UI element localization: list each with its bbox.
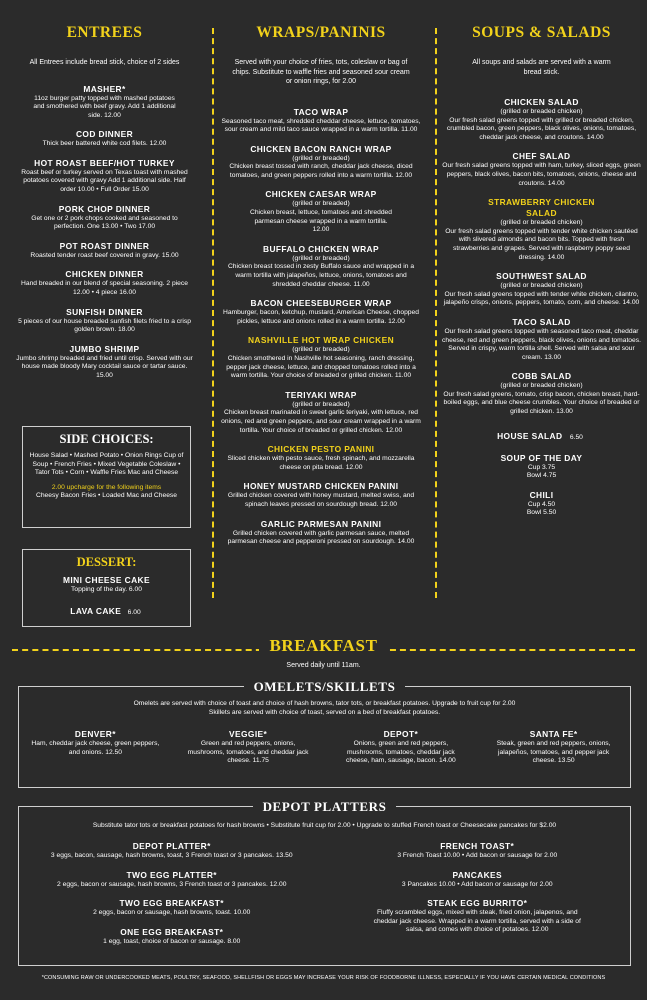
side-choices-title: SIDE CHOICES: — [59, 432, 154, 446]
salad-sub: (grilled or breaded chicken) — [500, 282, 583, 290]
platter-desc: 3 Pancakes 10.00 • Add bacon or sausage for 2.00 — [401, 880, 553, 888]
platter-item — [325, 898, 631, 935]
wrap-name: TACO WRAP — [293, 106, 349, 117]
salad-name: CHICKEN SALAD — [504, 97, 579, 107]
omelets-intro-1: Omelets are served with choice of toast and choice of hash browns, tator tots, or breakfast potatoes. Upgrade to fruit cup for 2.00 — [133, 700, 516, 707]
house-salad-price: 6.50 — [569, 433, 583, 441]
entree-name: COD DINNER — [75, 129, 134, 140]
wrap-desc: Grilled chicken covered with honey mustard, melted swiss, and spinach leaves pressed on sourdough bread. 12.00 — [227, 492, 415, 508]
dessert-item — [23, 601, 190, 619]
entree-item — [0, 269, 209, 297]
platter-desc: 1 egg, toast, choice of bacon or sausage. 8.00 — [103, 937, 241, 945]
salad-sub: (grilled or breaded chicken) — [500, 219, 583, 227]
omelets-intro — [19, 700, 630, 717]
omelet-item — [477, 729, 630, 766]
entree-name: JUMBO SHRIMP — [69, 343, 140, 354]
platters-left-column — [19, 841, 325, 955]
entree-item — [0, 344, 209, 381]
omelet-name: DENVER* — [74, 729, 116, 739]
entrees-title: ENTREES — [66, 24, 143, 41]
soup-bowl-price: Bowl 4.75 — [526, 472, 557, 480]
dessert-item-desc: Topping of the day. 6.00 — [71, 586, 142, 593]
soups-title: SOUPS & SALADS — [472, 24, 611, 41]
wrap-name: GARLIC PARMESAN PANINI — [260, 518, 382, 529]
entree-name: CHICKEN DINNER — [65, 269, 144, 280]
side-choices-box — [22, 426, 191, 528]
entree-item — [0, 204, 209, 232]
wrap-desc: Sliced chicken with pesto sauce, fresh spinach, and mozzarella cheese on pita bread. 12.00 — [227, 455, 415, 471]
side-choices-list: House Salad • Mashed Potato • Onion Rings Cup of Soup • French Fries • Mixed Vegetable Coleslaw • Tator Tots • Corn • Waffle Fries Mac and Cheese — [29, 452, 184, 477]
entree-desc: Roasted tender roast beef covered in gravy. 15.00 — [30, 251, 179, 259]
chili-name: CHILI — [529, 489, 554, 500]
wrap-item — [216, 244, 426, 289]
foodborne-illness-footnote: *CONSUMING RAW OR UNDERCOOKED MEATS, POULTRY, SEAFOOD, SHELLFISH OR EGGS MAY INCREASE YOUR RISK OF FOODBORNE ILLNESS, ESPECIALLY IF YOU HAVE CERTAIN MEDICAL CONDITIONS — [41, 975, 606, 981]
side-choices-upcharge: 2.00 upcharge for the following items — [51, 483, 162, 491]
soups-salads-column — [436, 14, 647, 527]
entree-desc: Thick beer battered white cod filets. 12.00 — [42, 140, 167, 148]
salad-desc: Our fresh salad greens, tomato, crisp bacon, chicken breast, hard-boiled eggs, and blue cheese crumbles. Your choice of breaded or grilled chicken. 13.00 — [443, 390, 640, 416]
wrap-desc: Chicken smothered in Nashville hot seasoning, ranch dressing, pepper jack cheese, lettuce, and chopped tomatoes rolled into a warm tortilla. Your choice of breaded or grilled chicken. 11.00 — [226, 355, 416, 380]
soup-of-day-item — [436, 453, 647, 481]
platter-name: PANCAKES — [452, 869, 503, 880]
omelet-item — [19, 729, 172, 766]
omelet-desc: Onions, green and red peppers, mushrooms, tomatoes, cheddar jack cheese, ham, sausage, bacon. 14.00 — [346, 740, 456, 765]
chili-bowl-price: Bowl 5.50 — [526, 509, 557, 517]
wrap-item — [216, 189, 426, 234]
wrap-item — [216, 519, 426, 547]
entree-name: POT ROAST DINNER — [59, 240, 150, 251]
wrap-desc: Chicken breast, lettuce, tomatoes and shredded parmesan cheese wrapped in a warm tortilla. 12.00 — [249, 209, 392, 234]
entree-item — [0, 241, 209, 261]
house-salad-item — [436, 426, 647, 444]
platter-desc: 3 eggs, bacon, sausage, hash browns, toast, 3 French toast or 3 pancakes. 13.50 — [50, 852, 293, 859]
salad-item — [436, 151, 647, 188]
platter-name: TWO EGG BREAKFAST* — [119, 898, 224, 909]
breakfast-served: Served daily until 11am. — [286, 662, 361, 669]
wrap-item — [216, 298, 426, 326]
breakfast-line-right — [380, 649, 635, 651]
omelet-item — [172, 729, 325, 766]
soups-intro: All soups and salads are served with a warm bread stick. — [472, 59, 611, 76]
omelet-item — [325, 729, 478, 766]
breakfast-line-left — [12, 649, 272, 651]
entree-desc: Hand breaded in our blend of special seasoning. 2 piece 12.00 • 4 piece 16.00 — [21, 280, 188, 297]
omelets-intro-2: Skillets are served with choice of toast, served on a bed of breakfast potatoes. — [208, 708, 441, 716]
wrap-name: TERIYAKI WRAP — [285, 389, 357, 400]
entree-desc: Jumbo shrimp breaded and fried until crisp. Served with our house made bloody Mary cocktail sauce or tartar sauce. 15.00 — [16, 354, 193, 379]
wrap-item — [216, 107, 426, 135]
wrap-sub: (grilled or breaded) — [292, 346, 350, 354]
salad-name: SOUTHWEST SALAD — [496, 271, 587, 282]
wrap-name: BACON CHEESEBURGER WRAP — [250, 298, 392, 309]
omelets-title: OMELETS/SKILLETS — [244, 679, 406, 694]
entree-item — [0, 158, 209, 195]
salad-item — [436, 97, 647, 142]
omelet-desc: Green and red peppers, onions, mushrooms, tomatoes, and cheddar jack cheese. 11.75 — [187, 740, 309, 765]
salad-item — [436, 271, 647, 308]
wraps-column — [216, 14, 426, 556]
wrap-sub: (grilled or breaded) — [292, 254, 350, 262]
salad-desc: Our fresh salad greens topped with tender white chicken sautéed with slivered almonds and bacon bits. Topped with fresh strawberries and grapes. Served with raspberry poppy seed dressing. 14.00 — [445, 227, 638, 261]
entree-item — [0, 307, 209, 335]
wrap-name: NASHVILLE HOT WRAP CHICKEN — [247, 335, 395, 346]
wrap-item — [216, 444, 426, 472]
salad-sub: (grilled or breaded chicken) — [500, 382, 583, 390]
house-salad-name: HOUSE SALAD — [497, 430, 563, 441]
omelet-name: VEGGIE* — [229, 729, 268, 739]
entrees-column — [0, 14, 209, 390]
chili-item — [436, 490, 647, 518]
wrap-name: HONEY MUSTARD CHICKEN PANINI — [243, 481, 399, 492]
wrap-item — [216, 144, 426, 181]
wrap-item — [216, 335, 426, 380]
wrap-desc: Chicken breast tossed in zesty Buffalo sauce and wrapped in a warm tortilla with jalapeños, lettuce, onions, tomatoes and shredded cheddar cheese. 11.00 — [227, 263, 415, 288]
salad-name: COBB SALAD — [511, 371, 572, 382]
platter-item — [325, 841, 631, 861]
omelets-header — [19, 678, 630, 696]
wraps-intro: Served with your choice of fries, tots, coleslaw or bag of chips. Substitute to waffle fries and seasoned sour cream or onion rings, for 2.00 — [232, 59, 410, 85]
soup-cup-price: Cup 3.75 — [527, 463, 556, 471]
salad-name: STRAWBERRY CHICKEN SALAD — [488, 197, 595, 219]
wrap-desc: Seasoned taco meat, shredded cheddar cheese, lettuce, tomatoes, sour cream and mild taco sauce wrapped in a warm tortilla. 11.00 — [221, 117, 421, 134]
entrees-intro: All Entrees include bread stick, choice of 2 sides — [29, 59, 180, 66]
entree-name: HOT ROAST BEEF/HOT TURKEY — [34, 157, 175, 168]
wrap-desc: Chicken breast tossed with ranch, cheddar jack cheese, diced tomatoes, and green peppers rolled into a warm tortilla. 12.00 — [229, 163, 413, 179]
platter-item — [19, 841, 325, 861]
wrap-desc: Grilled chicken covered with garlic parmesan sauce, melted parmesan cheese and pepperoni pressed on sourdough. 14.00 — [227, 529, 415, 546]
salad-name: TACO SALAD — [512, 316, 571, 327]
entree-name: MASHER* — [83, 83, 126, 94]
omelets-box — [18, 679, 631, 788]
salad-desc: Our fresh salad greens topped with seasoned taco meat, cheddar cheese, red and green peppers, black olives, onions and tomatoes. Served in crispy, warm tortilla shell. Served with salsa and sour cream. 13.00 — [442, 327, 641, 361]
platters-right-column — [325, 841, 631, 955]
wrap-sub: (grilled or breaded) — [292, 200, 350, 208]
entree-item — [0, 129, 209, 149]
omelet-desc: Steak, green and red peppers, onions, jalapeños, tomatoes, and pepper jack cheese. 13.50 — [496, 740, 611, 765]
platter-desc: 2 eggs, bacon or sausage, hash browns, 3 French toast or 3 pancakes. 12.00 — [57, 880, 287, 888]
wraps-title: WRAPS/PANINIS — [256, 24, 386, 41]
platters-title: DEPOT PLATTERS — [253, 799, 397, 814]
wrap-name: CHICKEN PESTO PANINI — [267, 444, 375, 455]
wrap-name: BUFFALO CHICKEN WRAP — [263, 243, 379, 254]
dessert-title: DESSERT: — [76, 555, 137, 569]
entree-desc: 11oz burger patty topped with mashed potatoes and smothered with beef gravy. Add 1 additional side. 12.00 — [33, 94, 176, 119]
platters-box — [18, 799, 631, 966]
wrap-name: CHICKEN CAESAR WRAP — [265, 189, 377, 200]
platter-desc: 3 French Toast 10.00 • Add bacon or sausage for 2.00 — [397, 852, 558, 859]
entree-item — [0, 84, 209, 121]
breakfast-title: BREAKFAST — [259, 636, 387, 656]
wrap-sub: (grilled or breaded) — [292, 154, 350, 162]
platter-item — [19, 898, 325, 918]
wrap-name: CHICKEN BACON RANCH WRAP — [250, 143, 392, 154]
salad-desc: Our fresh salad greens topped with tender white chicken, cilantro, jalapeño crisps, onions, peppers, tomato, corn, and cheese. 14.00 — [443, 290, 640, 307]
soup-of-day-name: SOUP OF THE DAY — [500, 452, 583, 463]
entree-desc: 5 pieces of our house breaded sunfish filets fried to a crisp golden brown. 18.00 — [18, 317, 191, 334]
entree-desc: Get one or 2 pork chops cooked and seasoned to perfection. One 13.00 • Two 17.00 — [31, 214, 178, 231]
platters-grid — [19, 841, 630, 955]
salad-sub: (grilled or breaded chicken) — [500, 108, 583, 115]
omelet-name: SANTA FE* — [529, 729, 578, 739]
platter-desc: 2 eggs, bacon or sausage, hash browns, toast. 10.00 — [93, 909, 251, 917]
wrap-sub: (grilled or breaded) — [292, 400, 350, 408]
dessert-box — [22, 549, 191, 627]
salad-desc: Our fresh salad greens topped with grilled or breaded chicken, crumbled bacon, green peppers, black olives, onions, tomatoes, cheddar jack cheese, and croutons. 14.00 — [446, 116, 637, 141]
salad-item — [436, 317, 647, 362]
chili-cup-price: Cup 4.50 — [527, 500, 556, 508]
platter-name: ONE EGG BREAKFAST* — [120, 926, 224, 937]
wrap-desc: Chicken breast marinated in sweet garlic teriyaki, with lettuce, red onions, red and green peppers, and sour cream wrapped in a warm tortilla. Your choice of breaded or grilled chicken. 12.00 — [221, 409, 421, 434]
platters-header — [19, 798, 630, 816]
wrap-item — [216, 481, 426, 509]
platter-item — [19, 870, 325, 890]
platter-name: STEAK EGG BURRITO* — [427, 898, 528, 909]
platter-name: DEPOT PLATTER* — [132, 841, 211, 851]
salad-desc: Our fresh salad greens topped with ham, turkey, sliced eggs, green peppers, black olives, bacon bits, tomatoes, onions, cheese and croutons. 14.00 — [442, 162, 641, 187]
platter-desc: Fluffy scrambled eggs, mixed with steak, fried onion, jalapenos, and cheddar jack cheese. Wrapped in a warm tortilla, served with a side of salsa, and comes with choice of potatoes. 12.00 — [373, 909, 581, 934]
entree-name: SUNFISH DINNER — [66, 306, 143, 317]
breakfast-heading — [0, 636, 647, 656]
dessert-item-name: LAVA CAKE — [70, 605, 122, 616]
platter-name: TWO EGG PLATTER* — [126, 869, 217, 880]
wrap-desc: Hamburger, bacon, ketchup, mustard, American Cheese, chopped pickles, lettuce and onions rolled in a warm tortilla. 12.00 — [223, 309, 419, 325]
omelets-grid — [19, 729, 630, 766]
salad-item — [436, 371, 647, 416]
omelet-name: DEPOT* — [383, 729, 419, 739]
column-divider-left — [212, 28, 214, 598]
platter-item — [19, 927, 325, 947]
entree-desc: Roast beef or turkey served on Texas toast with mashed potatoes covered with gravy Add 1 additional side. Half order 10.00 • Full Order 15.00 — [21, 168, 188, 194]
wrap-item — [216, 390, 426, 435]
salad-item — [436, 197, 647, 262]
platter-item — [325, 870, 631, 890]
omelet-desc: Ham, cheddar jack cheese, green peppers, and onions. 12.50 — [31, 740, 160, 756]
side-choices-upcharge-items: Cheesy Bacon Fries • Loaded Mac and Cheese — [35, 492, 177, 500]
entree-name: PORK CHOP DINNER — [58, 203, 151, 214]
salad-name: CHEF SALAD — [512, 151, 571, 162]
dessert-item-name: MINI CHEESE CAKE — [63, 575, 150, 585]
platters-intro: Substitute tator tots or breakfast potatoes for hash browns • Substitute fruit cup for 2.00 • Upgrade to stuffed French toast or Cheesecake pancakes for $2.00 — [92, 822, 557, 829]
platter-name: FRENCH TOAST* — [440, 841, 515, 851]
dessert-item-price: 6.00 — [127, 608, 141, 616]
